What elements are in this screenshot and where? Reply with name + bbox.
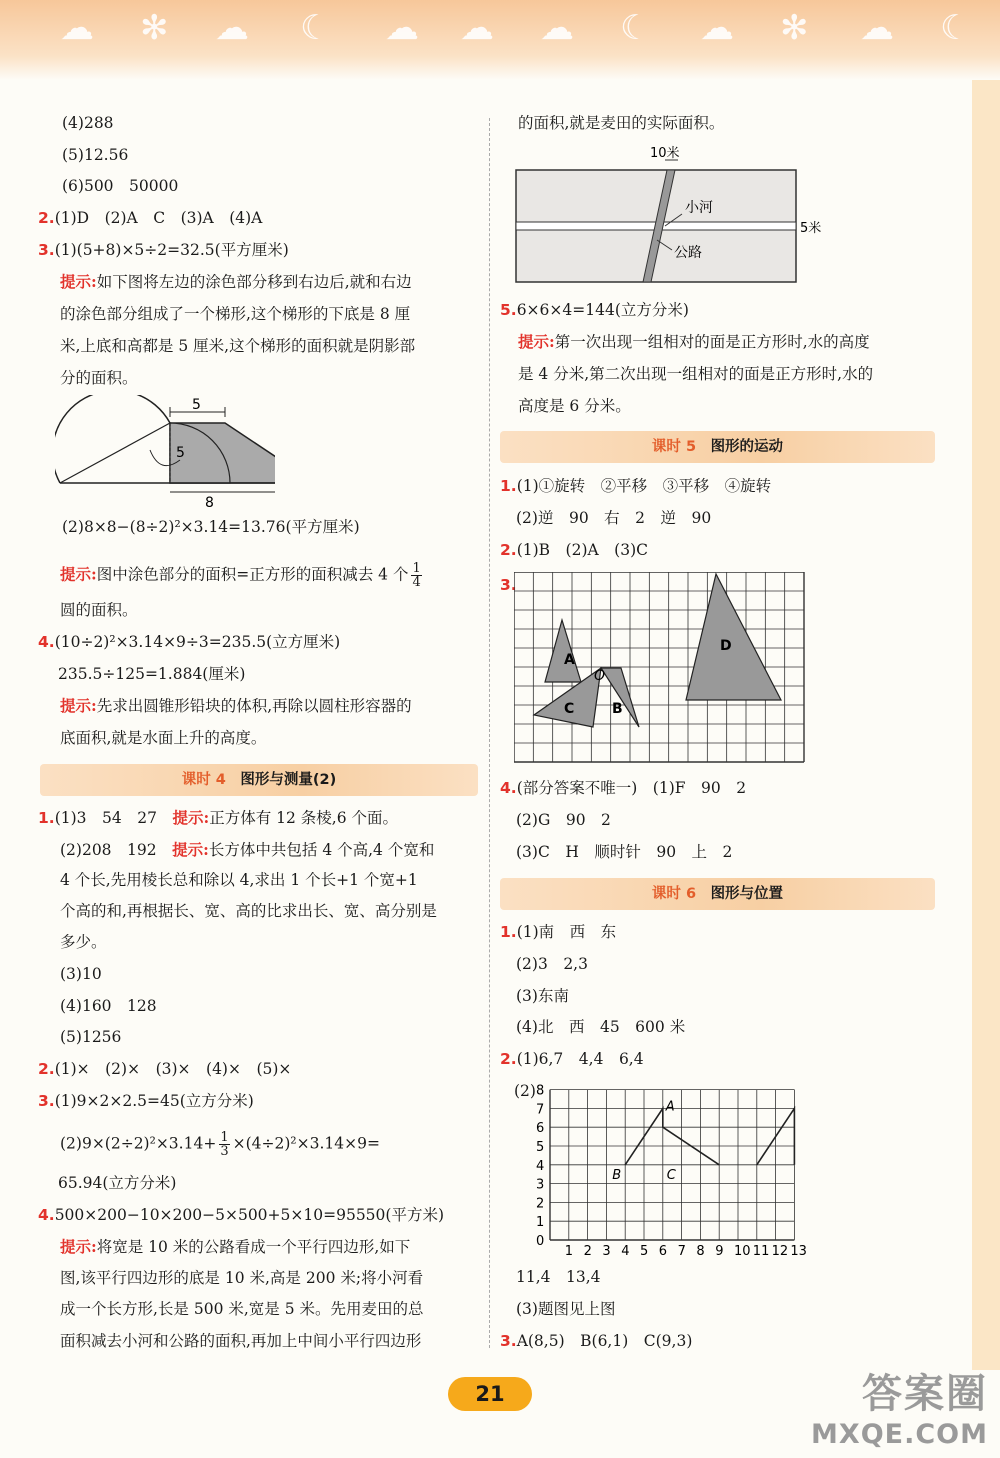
hint-line: 提示:将宽是 10 米的公路看成一个平行四边形,如下 [60,1237,411,1256]
hint-line: 米,上底和高都是 5 厘米,这个梯形的面积就是阴影部 [60,337,416,355]
moon-icon: ☾ [620,8,651,48]
hint-line: 分的面积。 [60,369,138,387]
fraction: $\frac{1}{4}$ [412,561,421,590]
question-2: 2.(1)B (2)A (3)C [500,541,648,559]
hint-line: 成一个长方形,长是 500 米,宽是 5 米。先用麦田的总 [60,1300,424,1318]
hint-line: 面积减去小河和公路的面积,再加上中间小平行四边形 [60,1332,422,1350]
cloud-icon: ☁ [215,8,249,48]
label-5: 5 [176,445,185,461]
answer-line: (5)1256 [60,1028,122,1046]
hint-line: 提示:第一次出现一组相对的面是正方形时,水的高度 [518,332,870,351]
snowflake-icon: ✻ [780,8,809,48]
field-diagram [510,142,840,290]
y-tick-label: 6 [536,1121,545,1137]
question-2: 2.(1)D (2)A C (3)A (4)A [38,209,263,227]
section-header-5: 课时 5 图形的运动 [500,431,935,463]
y-tick-label: 5 [536,1140,545,1155]
answer-line: (3)东南 [516,987,569,1005]
answer-line: 11,4 13,4 [516,1268,601,1286]
point-c-label: C [666,1167,676,1183]
fraction: $\frac{1}{3}$ [220,1130,229,1159]
question-1: 1.(1)3 54 27 提示:正方体有 12 条棱,6 个面。 [38,808,398,827]
answer-line: (5)12.56 [62,146,129,164]
question-1: 1.(1)①旋转 ②平移 ③平移 ④旋转 [500,477,772,495]
hint-line: 提示:图中涂色部分的面积=正方形的面积减去 4 个 $\frac{1}{4}$ [60,561,421,590]
x-tick-label: 8 [696,1244,705,1258]
y-axis-ticks [536,1084,544,1249]
x-tick-label: 1 [564,1244,574,1258]
answer-line: (4)288 [62,114,114,132]
label-b: B [612,701,623,717]
question-2: 2.(1)× (2)× (3)× (4)× (5)× [38,1060,292,1078]
triangle-d [686,574,781,700]
moon-icon: ☾ [300,8,331,48]
label-8: 8 [205,495,214,510]
answer-line: (2)G 90 2 [516,811,611,829]
answer-line: (3)题图见上图 [516,1300,616,1318]
answer-line: (4)北 西 45 600 米 [516,1018,686,1036]
x-tick-label: 11 [752,1244,770,1258]
hint-line: 4 个长,先用棱长总和除以 4,求出 1 个长+1 个宽+1 [60,871,418,889]
transform-grid [514,572,814,764]
x-tick-label: 5 [640,1244,649,1258]
label-c: C [564,701,575,717]
cloud-icon: ☁ [860,8,894,48]
y-tick-label: 8 [536,1083,545,1099]
question-3: 3.(1)9×2×2.5=45(立方分米) [38,1092,254,1110]
label-d: D [720,638,732,654]
x-tick-label: 7 [677,1244,686,1258]
y-tick-label: 4 [536,1158,545,1174]
hint-line: 的面积,就是麦田的实际面积。 [518,114,725,132]
answer-line: 235.5÷125=1.884(厘米) [58,665,246,683]
label-5: 5 [192,397,201,413]
question-1: 1.(1)南 西 东 [500,923,617,941]
answer-line: (4)160 128 [60,997,157,1015]
y-tick-label: 0 [536,1234,545,1249]
hint-line: 多少。 [60,933,107,951]
x-tick-label: 4 [621,1244,630,1258]
hint-line: 是 4 分米,第二次出现一组相对的面是正方形时,水的 [518,365,874,383]
answer-line: (2)9×(2÷2)²×3.14+ $\frac{1}{3}$ ×(4÷2)²×3.14×9= [60,1130,380,1159]
top-banner [0,0,1000,80]
cloud-icon: ☁ [540,8,574,48]
width-label: 10米 [650,146,680,161]
hint-line: 的涂色部分组成了一个梯形,这个梯形的下底是 8 厘 [60,305,411,323]
x-tick-label: 2 [583,1244,592,1258]
hint-line: 高度是 6 分米。 [518,397,631,415]
question-3: 3. [500,576,517,594]
question-4: 4.(10÷2)²×3.14×9÷3=235.5(立方厘米) [38,633,341,651]
coordinate-grid [535,1083,825,1258]
x-tick-label: 3 [602,1244,611,1258]
answer-line: (3)10 [60,965,102,983]
answer-line: (2)208 192 提示:长方体中共包括 4 个高,4 个宽和 [60,840,435,859]
answer-line: (2) [514,1082,536,1100]
y-tick-label: 1 [536,1215,545,1231]
question-4: 4.(部分答案不唯一) (1)F 90 2 [500,779,747,797]
question-3: 3.A(8,5) B(6,1) C(9,3) [500,1332,693,1350]
point-a-label: A [665,1099,675,1115]
side-stripe [972,80,1000,1370]
y-tick-label: 7 [536,1102,545,1118]
cloud-icon: ☁ [460,8,494,48]
road-label: 公路 [674,245,702,261]
answer-line: 65.94(立方分米) [58,1174,177,1192]
hint-line: 提示:先求出圆锥形铅块的体积,再除以圆柱形容器的 [60,696,412,715]
point-b-label: B [612,1167,622,1183]
cloud-icon: ☁ [700,8,734,48]
hint-line: 个高的和,再根据长、宽、高的比求出长、宽、高分别是 [60,902,437,920]
river-width-label: 5米 [800,221,822,236]
y-tick-label: 2 [536,1196,545,1212]
hint-line: 提示:如下图将左边的涂色部分移到右边后,就和右边 [60,272,412,291]
snowflake-icon: ✻ [140,8,169,48]
x-tick-label: 6 [658,1244,668,1258]
question-4: 4.500×200−10×200−5×500+5×10=95550(平方米) [38,1206,444,1224]
answer-line: (2)逆 90 右 2 逆 90 [516,509,712,527]
answer-line: (3)C H 顺时针 90 上 2 [516,843,733,861]
river-label: 小河 [685,200,713,216]
question-5: 5.6×6×4=144(立方分米) [500,301,689,319]
x-tick-label: 12 [771,1244,789,1258]
trapezoid-figure [55,395,275,510]
watermark: 答案圈 MXQE.COM [811,1371,988,1450]
hint-line: 底面积,就是水面上升的高度。 [60,729,267,747]
cloud-icon: ☁ [60,8,94,48]
question-2: 2.(1)6,7 4,4 6,4 [500,1050,644,1068]
section-header-4: 课时 4 图形与测量(2) [40,764,478,796]
x-tick-label: 10 [734,1244,751,1258]
question-3: 3.(1)(5+8)×5÷2=32.5(平方厘米) [38,241,289,259]
column-divider [489,118,490,1348]
x-tick-label: 9 [715,1244,724,1258]
label-a: A [564,652,575,668]
answer-line: (6)500 50000 [62,177,179,195]
triangle-b [601,668,639,727]
moon-icon: ☾ [940,8,971,48]
answer-line: (2)3 2,3 [516,955,588,973]
hint-line: 图,该平行四边形的底是 10 米,高是 200 米;将小河看 [60,1269,424,1287]
y-tick-label: 3 [536,1177,545,1193]
label-o: O [594,668,606,684]
page-number: 21 [448,1377,532,1411]
x-tick-label: 13 [790,1244,807,1258]
x-axis-ticks [565,1244,807,1258]
hint-line: 圆的面积。 [60,601,138,619]
section-header-6: 课时 6 图形与位置 [500,878,935,910]
triangle-abc [625,1108,719,1164]
cloud-icon: ☁ [385,8,419,48]
answer-line: (2)8×8−(8÷2)²×3.14=13.76(平方厘米) [62,518,360,536]
